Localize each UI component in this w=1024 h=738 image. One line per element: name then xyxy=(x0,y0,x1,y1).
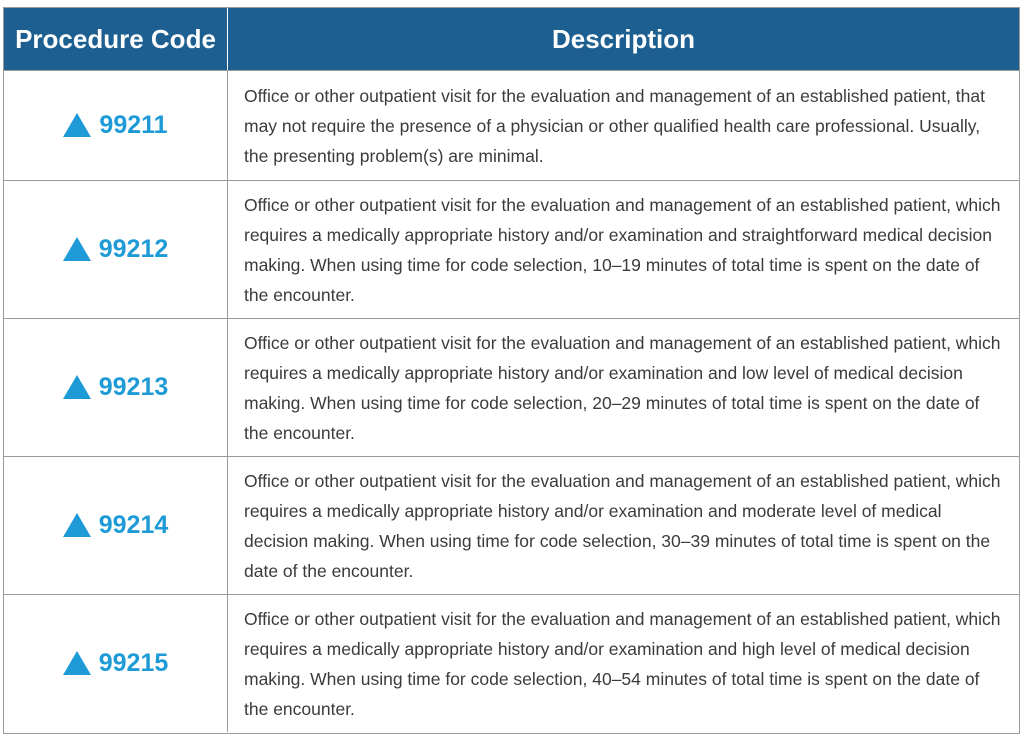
procedure-code-cell xyxy=(4,457,228,594)
procedure-code-cell xyxy=(4,71,228,180)
triangle-up-icon xyxy=(63,651,91,675)
table-row xyxy=(4,456,1019,594)
procedure-code: 99213 xyxy=(98,373,169,401)
procedure-code-cell xyxy=(4,595,228,732)
table-row xyxy=(4,70,1019,180)
table-row xyxy=(4,180,1019,318)
description-cell: Office or other outpatient visit for the evaluation and management of an established patient, that may not require the presence of a physician or other qualified health care professional. Usually, the presenting problem(s) are minimal. xyxy=(244,85,985,166)
triangle-up-icon xyxy=(63,237,91,261)
table-row xyxy=(4,318,1019,456)
procedure-code: 99212 xyxy=(98,235,169,263)
triangle-up-icon xyxy=(63,513,91,537)
description-cell: Office or other outpatient visit for the evaluation and management of an established patient, which requires a medically appropriate history and/or examination and high level of medical decision making. When using time for code selection, 40–54 minutes of total time is spent on the date of the encounter. xyxy=(244,608,1001,719)
header-description: Description xyxy=(551,23,696,54)
procedure-code-table xyxy=(3,7,1020,734)
procedure-code-cell xyxy=(4,181,228,318)
header-procedure-code: Procedure Code xyxy=(4,8,228,70)
triangle-up-icon xyxy=(63,113,91,137)
description-cell: Office or other outpatient visit for the evaluation and management of an established patient, which requires a medically appropriate history and/or examination and moderate level of medical decision making. When using time for code selection, 30–39 minutes of total time is spent on the date of the encounter. xyxy=(244,470,1001,581)
procedure-code: 99211 xyxy=(99,111,168,139)
description-cell: Office or other outpatient visit for the evaluation and management of an established patient, which requires a medically appropriate history and/or examination and straightforward medical decision making. When using time for code selection, 10–19 minutes of total time is spent on the date of the encounter. xyxy=(244,194,1001,305)
procedure-code: 99214 xyxy=(98,511,169,539)
procedure-code: 99215 xyxy=(98,649,169,677)
description-cell: Office or other outpatient visit for the evaluation and management of an established patient, which requires a medically appropriate history and/or examination and low level of medical decision making. When using time for code selection, 20–29 minutes of total time is spent on the date of the encounter. xyxy=(244,332,1001,443)
triangle-up-icon xyxy=(63,375,91,399)
table-header xyxy=(4,8,1019,70)
procedure-code-cell xyxy=(4,319,228,456)
table-row xyxy=(4,594,1019,732)
